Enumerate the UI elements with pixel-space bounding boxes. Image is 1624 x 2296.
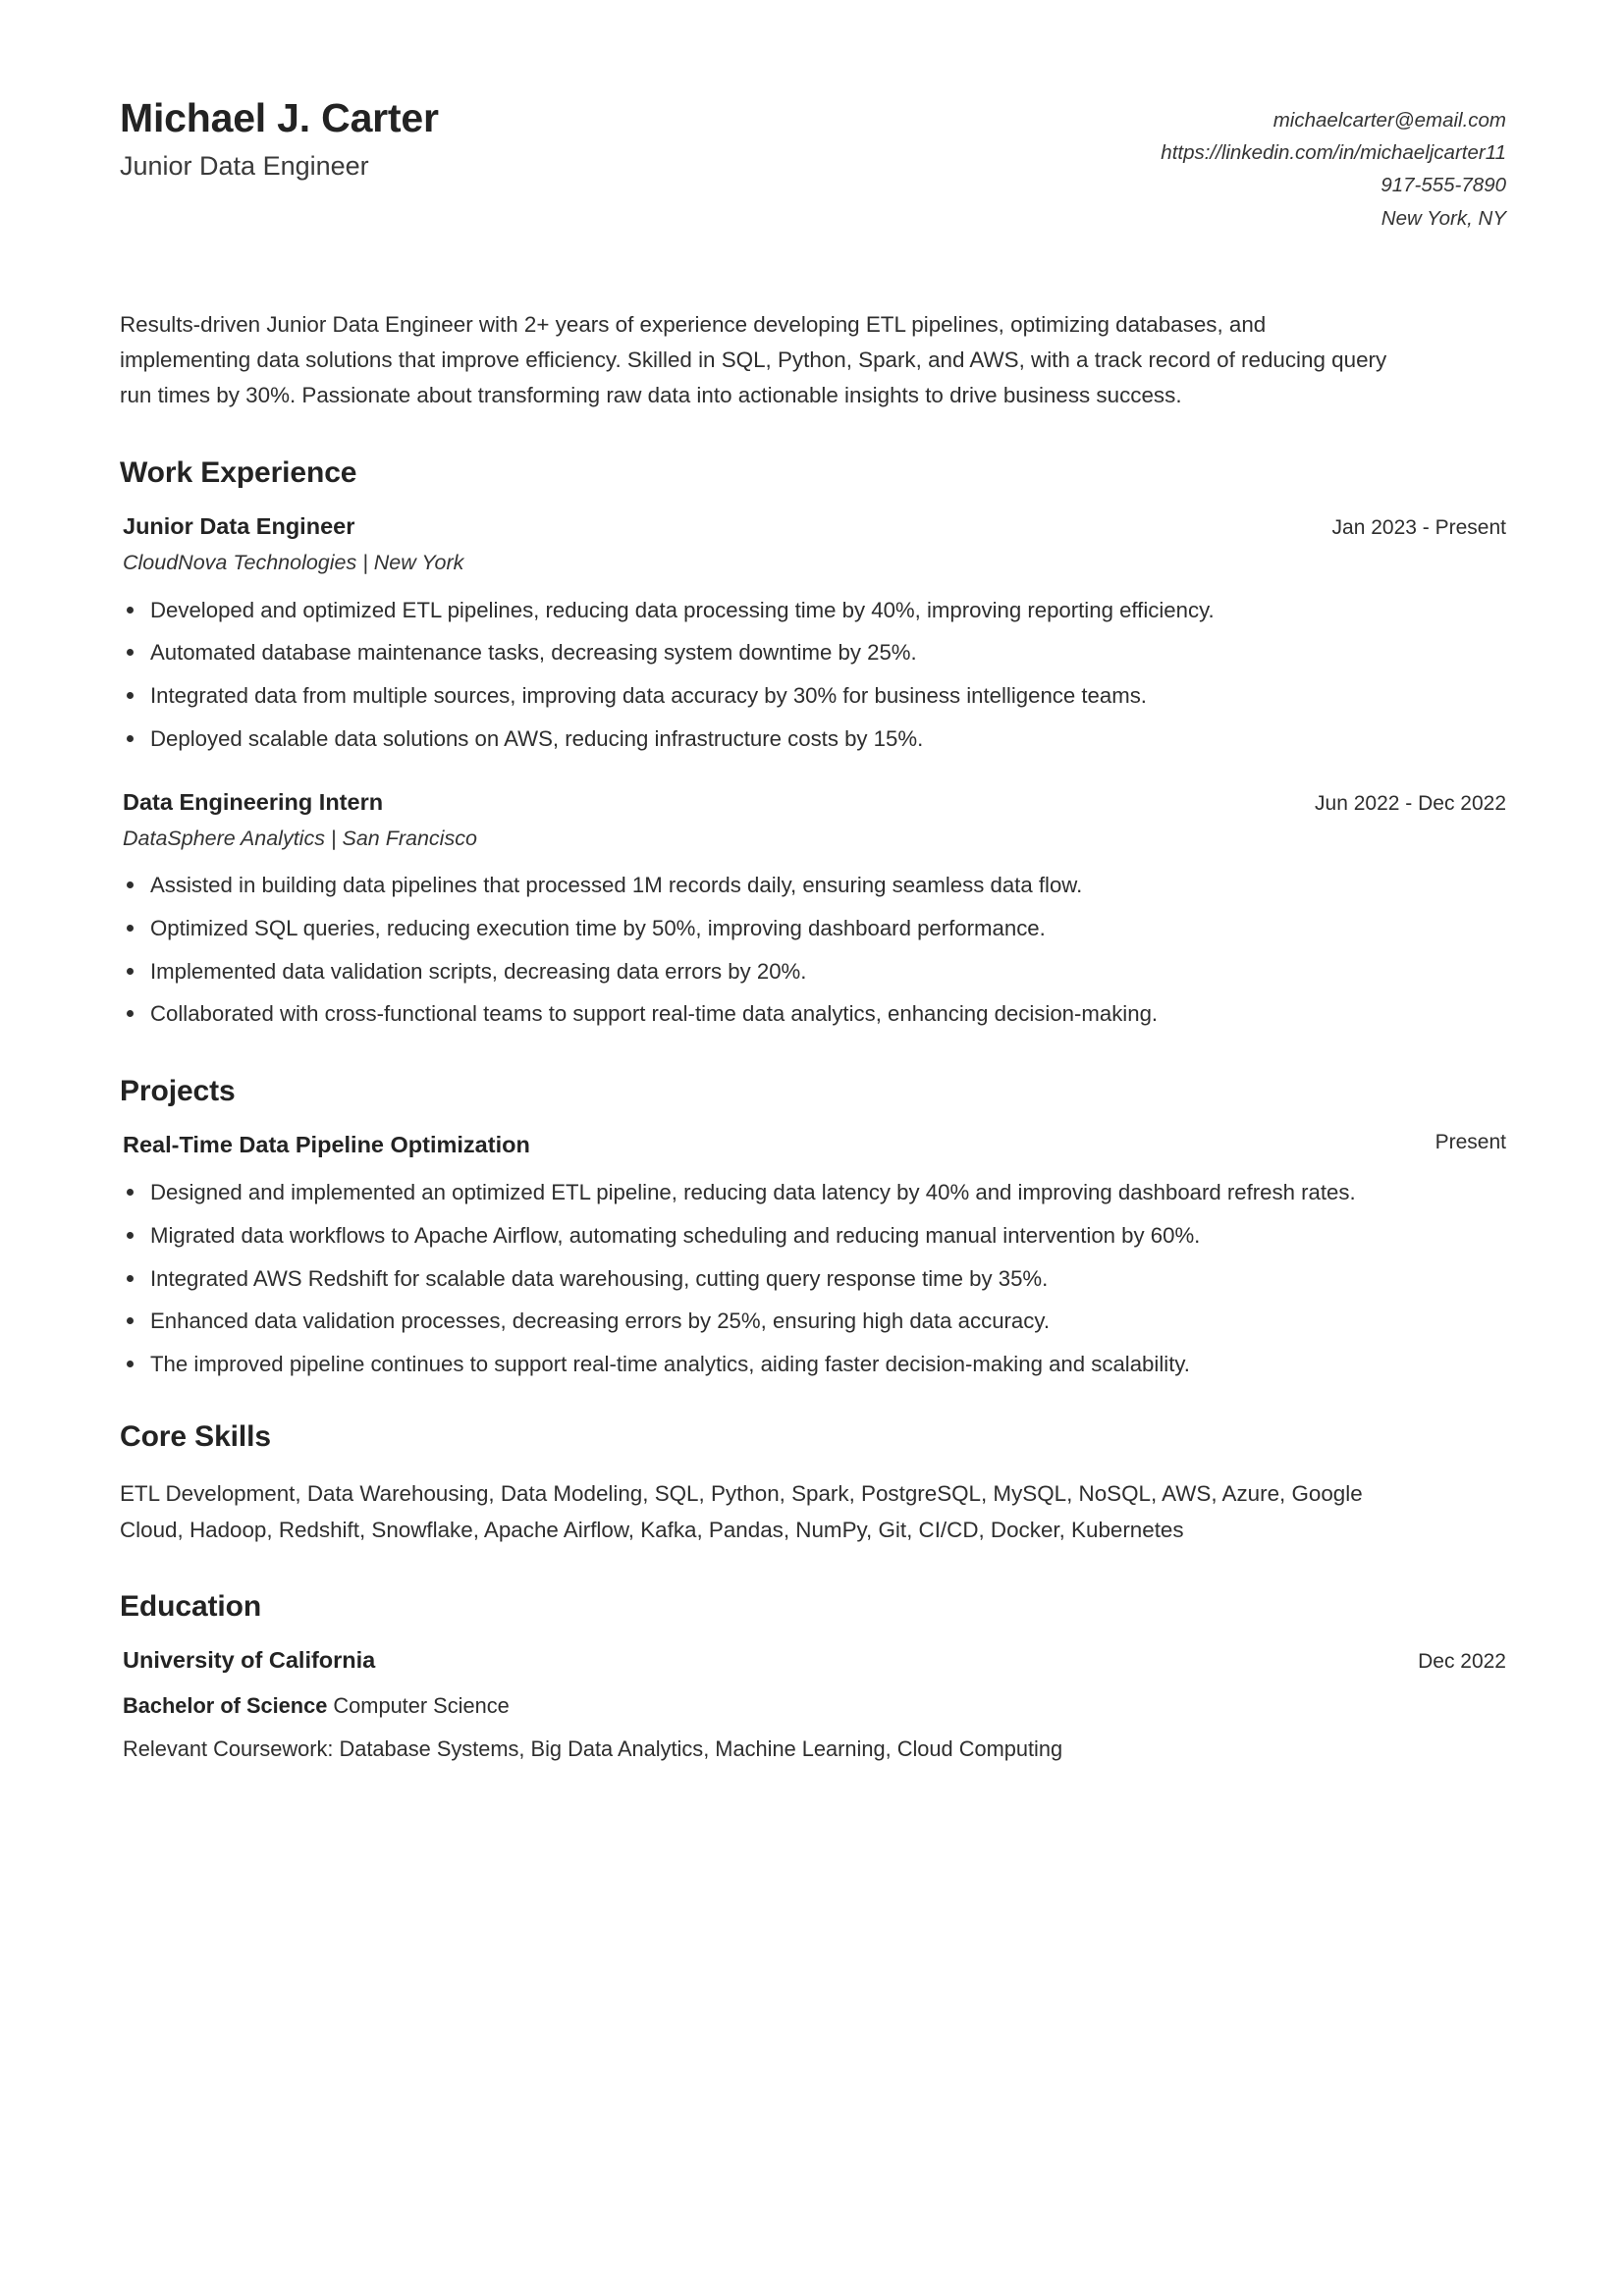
project-entry xyxy=(120,1131,1506,1381)
section-projects xyxy=(120,1074,1506,1381)
contact-location: New York, NY xyxy=(1380,206,1506,230)
contact-block xyxy=(1161,92,1506,235)
list-item: Automated database maintenance tasks, decreasing system downtime by 25%. xyxy=(123,637,1417,669)
education-degree-name: Bachelor of Science xyxy=(123,1693,328,1719)
list-item: The improved pipeline continues to support real-time analytics, aiding faster decision-making and scalability. xyxy=(123,1349,1417,1381)
list-item: Developed and optimized ETL pipelines, reducing data processing time by 40%, improving reporting efficiency. xyxy=(123,595,1417,627)
work-entry-date: Jan 2023 - Present xyxy=(1331,516,1506,540)
section-heading-education: Education xyxy=(120,1590,262,1624)
professional-summary: Results-driven Junior Data Engineer with 2+ years of experience developing ETL pipelines, optimizing databases, and implementing data solutions that improve efficiency. Skilled in SQL, Python, Spark, and AWS, with a track record of reducing query run times by 30%. Passionate about transforming raw data into actionable insights to drive business success. xyxy=(120,311,1387,407)
education-entry xyxy=(120,1646,1506,1763)
resume-header xyxy=(120,77,1506,235)
work-entry xyxy=(120,512,1506,755)
work-entry-date: Jun 2022 - Dec 2022 xyxy=(1315,792,1506,816)
work-entry-bullets xyxy=(123,595,1506,756)
work-entry-title: Data Engineering Intern xyxy=(123,789,384,816)
work-entry-subtitle: CloudNova Technologies | New York xyxy=(123,550,464,574)
work-entry-head xyxy=(123,512,1506,541)
education-school: University of California xyxy=(123,1647,376,1674)
education-degree-field: Computer Science xyxy=(333,1693,510,1719)
list-item: Deployed scalable data solutions on AWS, reducing infrastructure costs by 15%. xyxy=(123,723,1417,756)
contact-linkedin[interactable]: https://linkedin.com/in/michaeljcarter11 xyxy=(1161,141,1506,165)
work-entry-head xyxy=(123,788,1506,817)
candidate-name: Michael J. Carter xyxy=(120,95,439,140)
education-coursework: Relevant Coursework: Database Systems, Big Data Analytics, Machine Learning, Cloud Computing xyxy=(123,1735,1063,1761)
contact-phone[interactable]: 917-555-7890 xyxy=(1380,174,1506,197)
list-item: Designed and implemented an optimized ETL pipeline, reducing data latency by 40% and improving dashboard refresh rates. xyxy=(123,1177,1417,1209)
list-item: Collaborated with cross-functional teams to support real-time data analytics, enhancing decision-making. xyxy=(123,998,1417,1031)
identity-block xyxy=(120,92,439,182)
work-entry-bullets xyxy=(123,870,1506,1031)
section-core-skills xyxy=(120,1419,1506,1548)
list-item: Integrated data from multiple sources, improving data accuracy by 30% for business intelligence teams. xyxy=(123,680,1417,713)
work-entry xyxy=(120,788,1506,1031)
list-item: Migrated data workflows to Apache Airflow, automating scheduling and reducing manual intervention by 60%. xyxy=(123,1220,1417,1253)
work-entry-subtitle: DataSphere Analytics | San Francisco xyxy=(123,826,477,850)
education-degree-line xyxy=(123,1691,1506,1720)
project-entry-date: Present xyxy=(1435,1130,1506,1153)
list-item: Assisted in building data pipelines that processed 1M records daily, ensuring seamless data flow. xyxy=(123,870,1417,902)
section-education xyxy=(120,1589,1506,1763)
section-heading-work: Work Experience xyxy=(120,456,357,490)
work-entry-title: Junior Data Engineer xyxy=(123,513,355,540)
list-item: Implemented data validation scripts, decreasing data errors by 20%. xyxy=(123,956,1417,988)
project-entry-title: Real-Time Data Pipeline Optimization xyxy=(123,1131,530,1157)
list-item: Enhanced data validation processes, decreasing errors by 25%, ensuring high data accuracy. xyxy=(123,1306,1417,1338)
contact-email[interactable]: michaelcarter@email.com xyxy=(1272,109,1506,132)
section-heading-projects: Projects xyxy=(120,1074,236,1107)
list-item: Integrated AWS Redshift for scalable data warehousing, cutting query response time by 35%. xyxy=(123,1263,1417,1296)
education-date: Dec 2022 xyxy=(1418,1650,1506,1674)
list-item: Optimized SQL queries, reducing execution time by 50%, improving dashboard performance. xyxy=(123,913,1417,945)
section-work-experience xyxy=(120,455,1506,1031)
candidate-job-title: Junior Data Engineer xyxy=(120,150,369,181)
education-entry-head xyxy=(123,1646,1506,1675)
project-entry-head xyxy=(123,1131,1506,1159)
section-heading-skills: Core Skills xyxy=(120,1420,271,1454)
skills-list: ETL Development, Data Warehousing, Data Modeling, SQL, Python, Spark, PostgreSQL, MySQL, NoSQL, AWS, Azure, Google Cloud, Hadoop, Redshift, Snowflake, Apache Airflow, Kafka, Pandas, NumPy, Git, CI/CD, Docker, Kubernetes xyxy=(120,1481,1363,1542)
project-entry-bullets xyxy=(123,1177,1506,1380)
